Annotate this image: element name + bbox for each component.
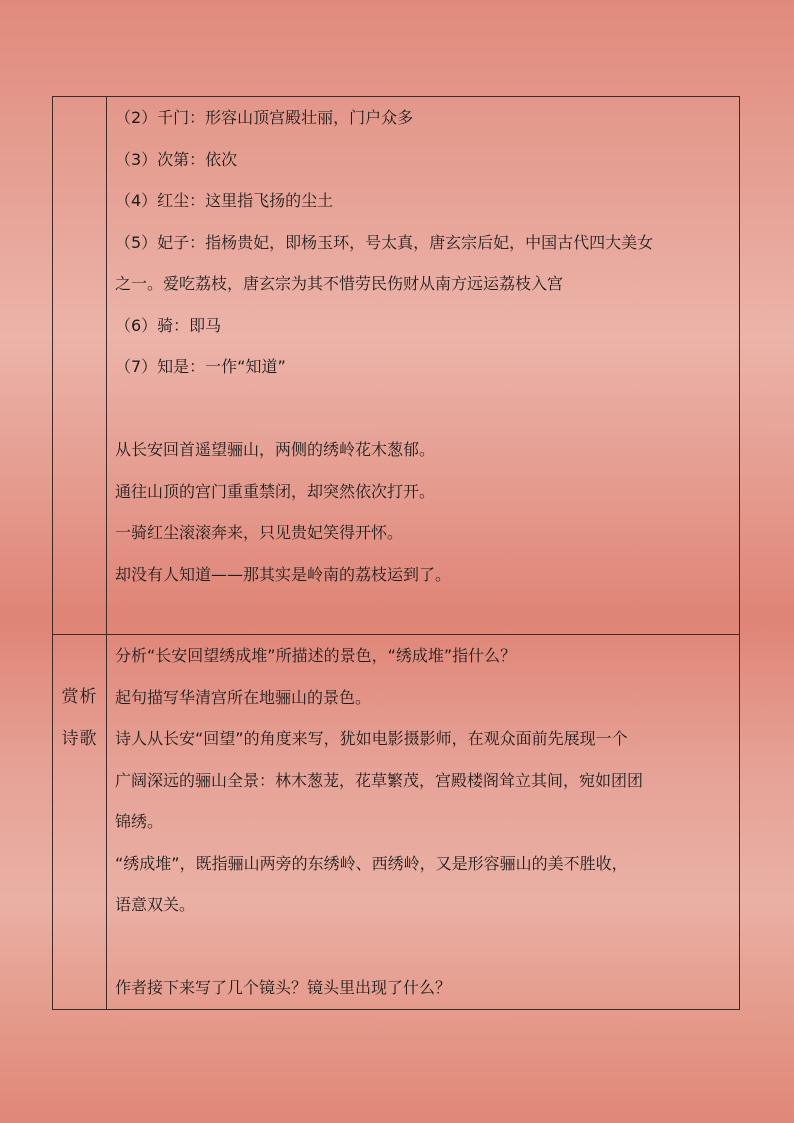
question-line: 分析“长安回望绣成堆”所描述的景色，“绣成堆”指什么？ (115, 646, 517, 665)
translation-line: 通往山顶的宫门重重禁闭，却突然依次打开。 (115, 481, 436, 501)
answer-line: “绣成堆”，既指骊山两旁的东绣岭、西绣岭，又是形容骊山的美不胜收， (115, 853, 628, 873)
translation-line: 一骑红尘滚滚奔来，只见贵妃笑得开怀。 (115, 523, 404, 542)
row-label-line1: 赏析 (61, 687, 98, 707)
translation-line: 却没有人知道——那其实是岭南的荔枝运到了。 (115, 564, 452, 584)
answer-line: 广阔深远的骊山全景：林木葱茏，花草繁茂，宫殿楼阁耸立其间，宛如团团 (115, 770, 644, 790)
spacer (115, 388, 733, 430)
answer-line: 诗人从长安“回望”的角度来写，犹如电影摄影师，在观众面前先展现一个 (115, 729, 628, 748)
spacer (115, 926, 733, 968)
answer-line: 锦绣。 (115, 812, 164, 831)
translation-line: 从长安回首遥望骊山，两侧的绣岭花木葱郁。 (115, 440, 436, 459)
table-row-appreciation (53, 635, 740, 1010)
answer-line: 语意双关。 (115, 895, 196, 914)
notes-cell (107, 97, 740, 635)
note-line: （4）红尘：这里指飞扬的尘土 (115, 191, 334, 210)
table-row-notes (53, 97, 740, 635)
row-label-appreciation (53, 635, 107, 1010)
note-line: （3）次第：依次 (115, 149, 238, 169)
lesson-table (52, 96, 740, 1010)
note-line: （5）妃子：指杨贵妃，即杨玉环，号太真，唐玄宗后妃，中国古代四大美女 (115, 232, 654, 252)
appreciation-cell (107, 635, 740, 1010)
answer-line: 起句描写华清宫所在地骊山的景色。 (115, 687, 372, 707)
note-line: （2）千门：形容山顶宫殿壮丽，门户众多 (115, 108, 414, 127)
note-line: （7）知是：一作“知道” (115, 357, 286, 376)
row-label-line2: 诗歌 (61, 728, 98, 749)
note-line: （6）骑：即马 (115, 315, 222, 335)
question-line: 作者接下来写了几个镜头？镜头里出现了什么？ (115, 978, 452, 997)
note-line: 之一。爱吃荔枝，唐玄宗为其不惜劳民伤财从南方远运荔枝入宫 (115, 274, 564, 293)
row-label-empty (53, 97, 107, 635)
